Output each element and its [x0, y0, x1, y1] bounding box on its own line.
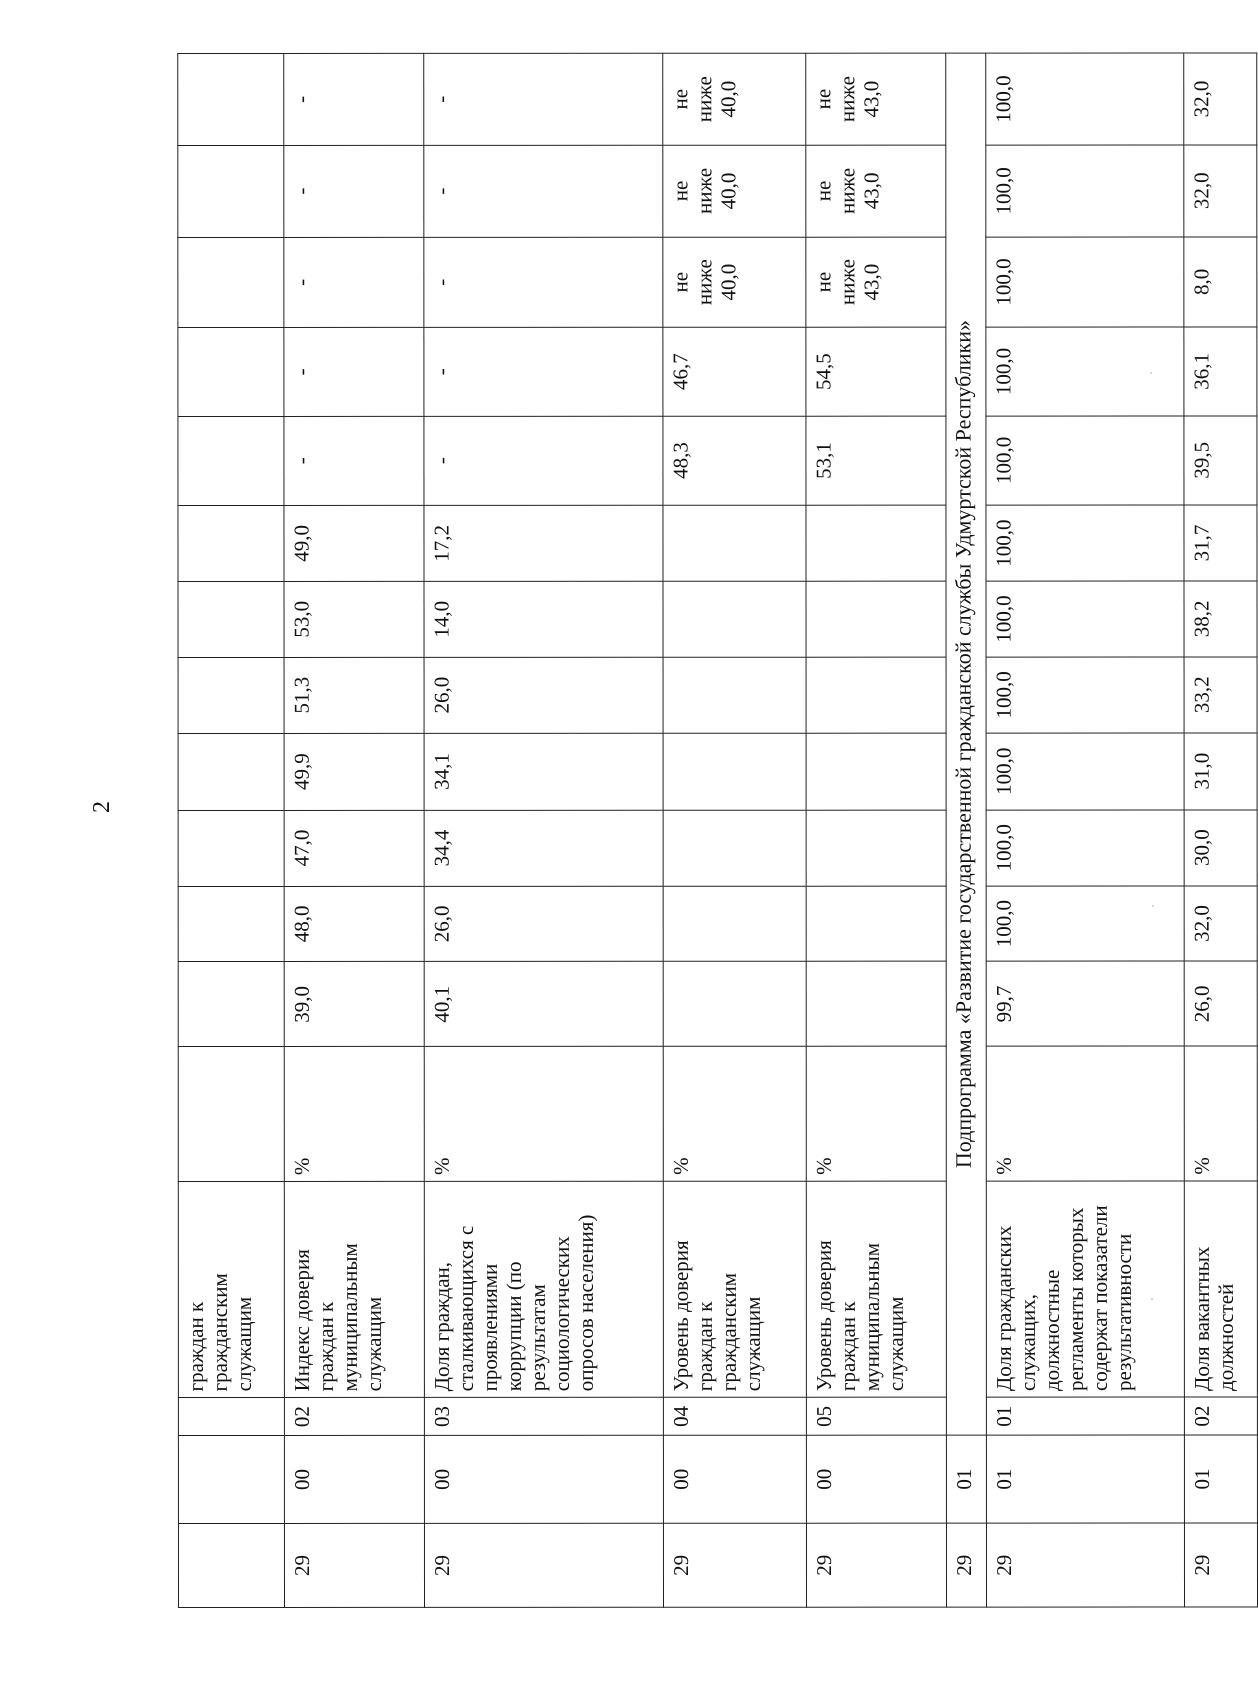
gp-cell: 29 [806, 1523, 946, 1607]
value-cell: 26,0 [1184, 961, 1257, 1046]
value-cell: 26,0 [424, 886, 662, 962]
indicator-name-cell: Уровень доверия граждан к гражданским служащим [663, 1181, 806, 1397]
table-row [662, 53, 806, 1607]
n-cell [178, 1398, 284, 1435]
value-cell: 49,0 [284, 505, 424, 581]
value-cell: 39,0 [284, 962, 424, 1047]
table-row [1184, 53, 1258, 1607]
value-cell [663, 810, 806, 886]
value-cell: 100,0 [985, 53, 1184, 145]
value-cell [178, 328, 284, 416]
value-cell: - [424, 53, 662, 145]
n-cell: 05 [806, 1398, 946, 1435]
value-cell [178, 886, 284, 962]
value-cell [806, 657, 946, 733]
value-cell: 32,0 [1184, 53, 1257, 145]
unit-cell: % [986, 1046, 1185, 1181]
unit-cell: % [806, 1046, 946, 1181]
value-line: 40,0 [715, 172, 740, 210]
value-cell: 32,0 [1184, 886, 1257, 962]
value-cell: 100,0 [986, 733, 1185, 810]
value-line: не [810, 271, 835, 293]
value-line: 40,0 [715, 263, 740, 301]
value-cell [806, 733, 946, 810]
value-cell: - [424, 327, 662, 415]
gp-cell: 29 [284, 1524, 424, 1608]
value-cell: 51,3 [284, 657, 424, 733]
n-cell: 02 [284, 1398, 424, 1435]
gp-cell [178, 1524, 284, 1608]
value-cell [805, 505, 945, 581]
value-line: ниже [834, 76, 859, 123]
value-cell: - [284, 53, 424, 145]
value-cell [178, 53, 284, 145]
value-cell: - [284, 416, 424, 506]
value-cell [805, 53, 945, 145]
value-cell [663, 581, 806, 657]
value-cell: 14,0 [424, 581, 662, 657]
page-number: 2 [89, 801, 115, 813]
value-cell: 34,1 [424, 733, 662, 810]
value-cell: 46,7 [662, 327, 805, 415]
value-cell: 100,0 [985, 145, 1184, 237]
scan-speck [1151, 1298, 1153, 1300]
value-cell [178, 733, 284, 810]
indicator-name-cell: Доля гражданских служащих, должностные регламенты которых содержат показатели результативности [986, 1181, 1185, 1397]
value-line: не [810, 180, 835, 202]
value-cell: - [284, 145, 424, 237]
value-cell: 48,0 [284, 886, 424, 962]
value-line: ниже [691, 76, 716, 123]
value-cell [806, 886, 946, 962]
value-cell [662, 237, 805, 328]
gp-cell: 29 [663, 1523, 806, 1607]
value-cell: - [284, 237, 424, 328]
n-cell: 03 [425, 1398, 663, 1435]
unit-cell: % [663, 1047, 806, 1182]
pp-cell: 00 [284, 1435, 424, 1523]
subprogram-row [946, 53, 986, 1607]
value-cell: 100,0 [986, 810, 1185, 886]
pp-cell: 01 [986, 1435, 1185, 1523]
value-line: не [667, 180, 692, 202]
value-cell [178, 657, 284, 733]
value-cell: 17,2 [424, 505, 662, 581]
value-line: ниже [834, 259, 859, 306]
unit-cell [178, 1047, 284, 1182]
value-cell: 39,5 [1184, 416, 1257, 506]
indicator-name-cell: Доля граждан, сталкивающихся с проявлениями коррупции (по результатам социологических опросов населения) [425, 1181, 663, 1397]
value-line: не [667, 271, 692, 293]
value-cell: 100,0 [986, 505, 1185, 581]
unit-cell: % [284, 1047, 424, 1182]
value-cell: 31,7 [1184, 505, 1257, 581]
value-cell [178, 810, 284, 886]
value-cell: 48,3 [662, 416, 805, 506]
value-cell [663, 886, 806, 962]
value-cell: 31,0 [1184, 733, 1257, 810]
value-line: ниже [691, 259, 716, 306]
value-cell: 8,0 [1184, 237, 1257, 328]
indicator-name-cell: Доля вакантных должностей [1184, 1181, 1257, 1397]
value-cell: 30,0 [1184, 810, 1257, 886]
value-cell [663, 505, 806, 581]
value-line: ниже [691, 167, 716, 215]
table-row [805, 53, 946, 1607]
value-cell [806, 810, 946, 886]
value-cell: 26,0 [424, 657, 662, 733]
value-cell [805, 145, 945, 237]
pp-cell: 01 [946, 1435, 986, 1523]
unit-cell: % [1184, 1046, 1257, 1181]
table-row [424, 53, 663, 1607]
pp-cell: 00 [663, 1435, 806, 1523]
value-cell: - [424, 237, 662, 328]
value-cell [663, 962, 806, 1047]
pp-cell: 00 [425, 1435, 663, 1523]
scan-speck [1152, 905, 1154, 907]
value-cell [178, 145, 284, 237]
value-cell [663, 733, 806, 810]
value-cell: 49,9 [284, 733, 424, 810]
table-row [985, 53, 1184, 1607]
table-row [284, 53, 425, 1607]
value-cell [178, 581, 284, 657]
value-line: не [667, 88, 692, 110]
value-cell [178, 237, 284, 328]
value-cell: 33,2 [1184, 657, 1257, 733]
n-cell: 01 [986, 1397, 1185, 1434]
value-cell: 100,0 [986, 657, 1185, 733]
indicator-name-cell: Уровень доверия граждан к муниципальным служащим [806, 1181, 946, 1397]
scan-speck [1150, 372, 1152, 374]
value-cell: - [284, 328, 424, 416]
indicator-name-cell: граждан к гражданским служащим [178, 1182, 284, 1398]
pp-cell: 00 [806, 1435, 946, 1523]
value-cell: 53,1 [805, 416, 945, 506]
value-cell [663, 657, 806, 733]
value-line: 40,0 [715, 80, 740, 118]
gp-cell: 29 [946, 1523, 986, 1607]
value-cell [805, 237, 945, 328]
value-cell: 47,0 [284, 810, 424, 886]
value-line: ниже [834, 167, 859, 214]
value-cell: 100,0 [986, 886, 1185, 962]
value-cell: 53,0 [284, 581, 424, 657]
value-cell: 34,4 [424, 810, 662, 886]
value-cell: 99,7 [986, 961, 1185, 1046]
value-line: 43,0 [858, 80, 883, 118]
value-cell: - [424, 416, 662, 506]
value-cell [662, 145, 805, 237]
value-cell: 36,1 [1184, 327, 1257, 415]
n-cell: 04 [663, 1398, 806, 1435]
indicator-name-cell: Индекс доверия граждан к муниципальным служащим [284, 1182, 424, 1398]
subprogram-title: Подпрограмма «Развитие государственной гражданской службы Удмуртской Республики» [946, 53, 986, 1435]
n-cell: 02 [1185, 1397, 1258, 1434]
value-cell: 100,0 [986, 581, 1185, 657]
value-cell [806, 962, 946, 1047]
value-cell: 32,0 [1184, 145, 1257, 237]
value-cell: 100,0 [985, 327, 1184, 415]
value-cell [178, 962, 284, 1047]
pp-cell [178, 1435, 284, 1523]
rotated-indicator-table [177, 52, 1258, 1608]
value-cell [806, 581, 946, 657]
value-cell: 100,0 [985, 416, 1184, 506]
gp-cell: 29 [425, 1523, 663, 1607]
value-cell [662, 53, 805, 145]
value-cell: 40,1 [424, 962, 662, 1047]
value-cell: 54,5 [805, 327, 945, 415]
value-cell [178, 505, 284, 581]
value-line: 43,0 [858, 172, 883, 210]
value-cell: - [424, 145, 662, 237]
value-line: не [810, 88, 835, 110]
gp-cell: 29 [1185, 1523, 1258, 1607]
value-cell: 100,0 [985, 237, 1184, 328]
table-row [178, 53, 285, 1607]
value-line: 43,0 [858, 263, 883, 301]
pp-cell: 01 [1185, 1435, 1258, 1523]
value-cell: 38,2 [1184, 581, 1257, 657]
gp-cell: 29 [986, 1523, 1185, 1607]
unit-cell: % [424, 1047, 662, 1182]
indicator-table [177, 52, 1258, 1608]
value-cell [178, 416, 284, 506]
